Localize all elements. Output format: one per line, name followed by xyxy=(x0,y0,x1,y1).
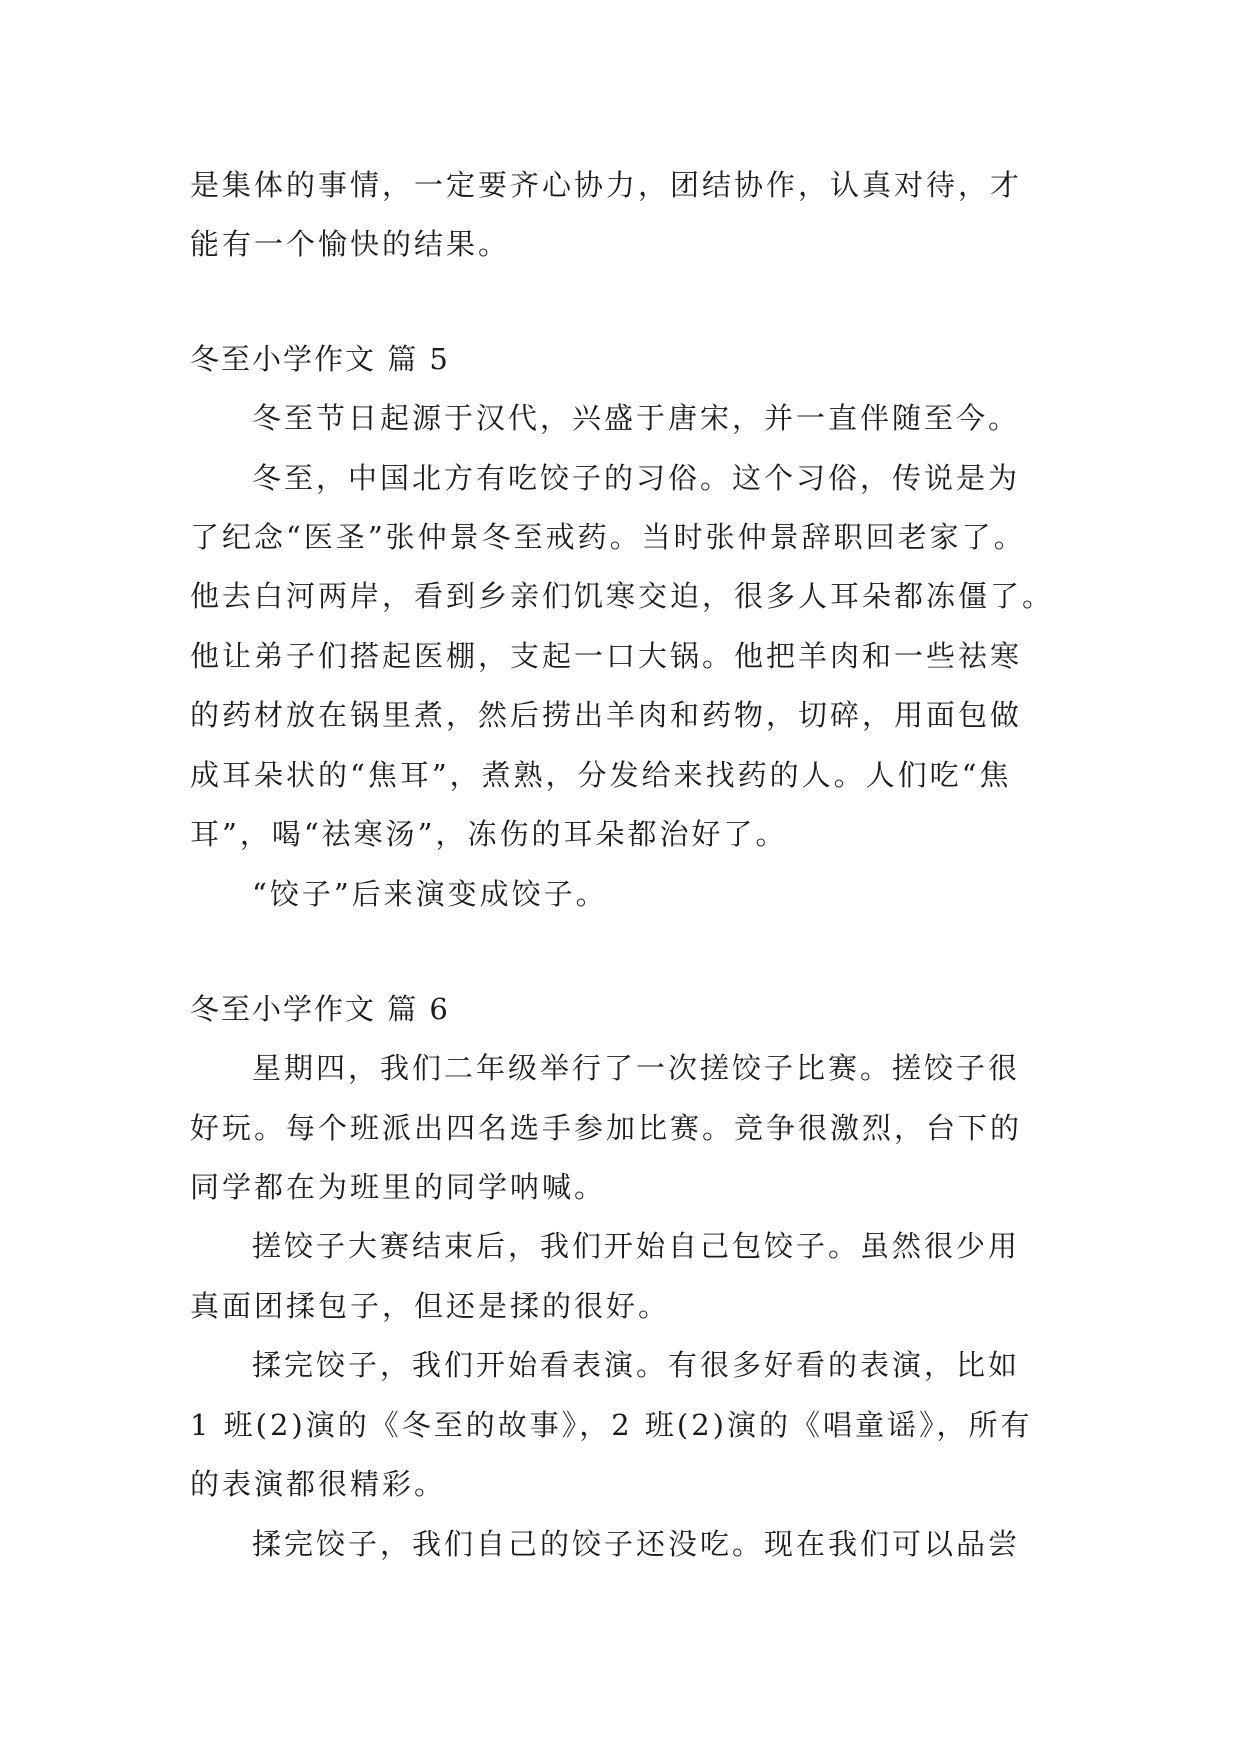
text-line: 是集体的事情，一定要齐心协力，团结协作，认真对待，才 xyxy=(190,168,1023,202)
section-heading-5: 冬至小学作文 篇 5 xyxy=(190,342,450,376)
paragraph-first-line: 冬至，中国北方有吃饺子的习俗。这个习俗，传说是为 xyxy=(252,461,1021,495)
paragraph-first-line: 冬至节日起源于汉代，兴盛于唐宋，并一直伴随至今。 xyxy=(252,401,1021,435)
text-line: 的表演都很精彩。 xyxy=(190,1467,447,1501)
paragraph-first-line: “饺子”后来演变成饺子。 xyxy=(252,877,608,911)
text-line: 的药材放在锅里煮，然后捞出羊肉和药物，切碎，用面包做 xyxy=(190,698,1023,732)
text-line: 同学都在为班里的同学呐喊。 xyxy=(190,1170,607,1204)
paragraph-first-line: 揉完饺子，我们自己的饺子还没吃。现在我们可以品尝 xyxy=(252,1527,1021,1561)
paragraph-first-line: 揉完饺子，我们开始看表演。有很多好看的表演，比如 xyxy=(252,1348,1021,1382)
paragraph-first-line: 星期四，我们二年级举行了一次搓饺子比赛。搓饺子很 xyxy=(252,1051,1021,1085)
text-line: 了纪念“医圣”张仲景冬至戒药。当时张仲景辞职回老家了。 xyxy=(190,520,1026,554)
text-line: 1 班(2)演的《冬至的故事》，2 班(2)演的《唱童谣》，所有 xyxy=(190,1408,1033,1442)
paragraph-first-line: 搓饺子大赛结束后，我们开始自己包饺子。虽然很少用 xyxy=(252,1229,1021,1263)
text-line: 成耳朵状的“焦耳”，煮熟，分发给来找药的人。人们吃“焦 xyxy=(190,758,1012,792)
section-heading-6: 冬至小学作文 篇 6 xyxy=(190,992,450,1026)
text-line: 他让弟子们搭起医棚，支起一口大锅。他把羊肉和一些祛寒 xyxy=(190,639,1023,673)
text-line: 耳”，喝“祛寒汤”，冻伤的耳朵都治好了。 xyxy=(190,817,788,851)
text-line: 真面团揉包子，但还是揉的很好。 xyxy=(190,1289,671,1323)
text-line: 他去白河两岸，看到乡亲们饥寒交迫，很多人耳朵都冻僵了。 xyxy=(190,579,1055,613)
text-line: 能有一个愉快的结果。 xyxy=(190,227,511,261)
text-line: 好玩。每个班派出四名选手参加比赛。竞争很激烈，台下的 xyxy=(190,1111,1023,1145)
